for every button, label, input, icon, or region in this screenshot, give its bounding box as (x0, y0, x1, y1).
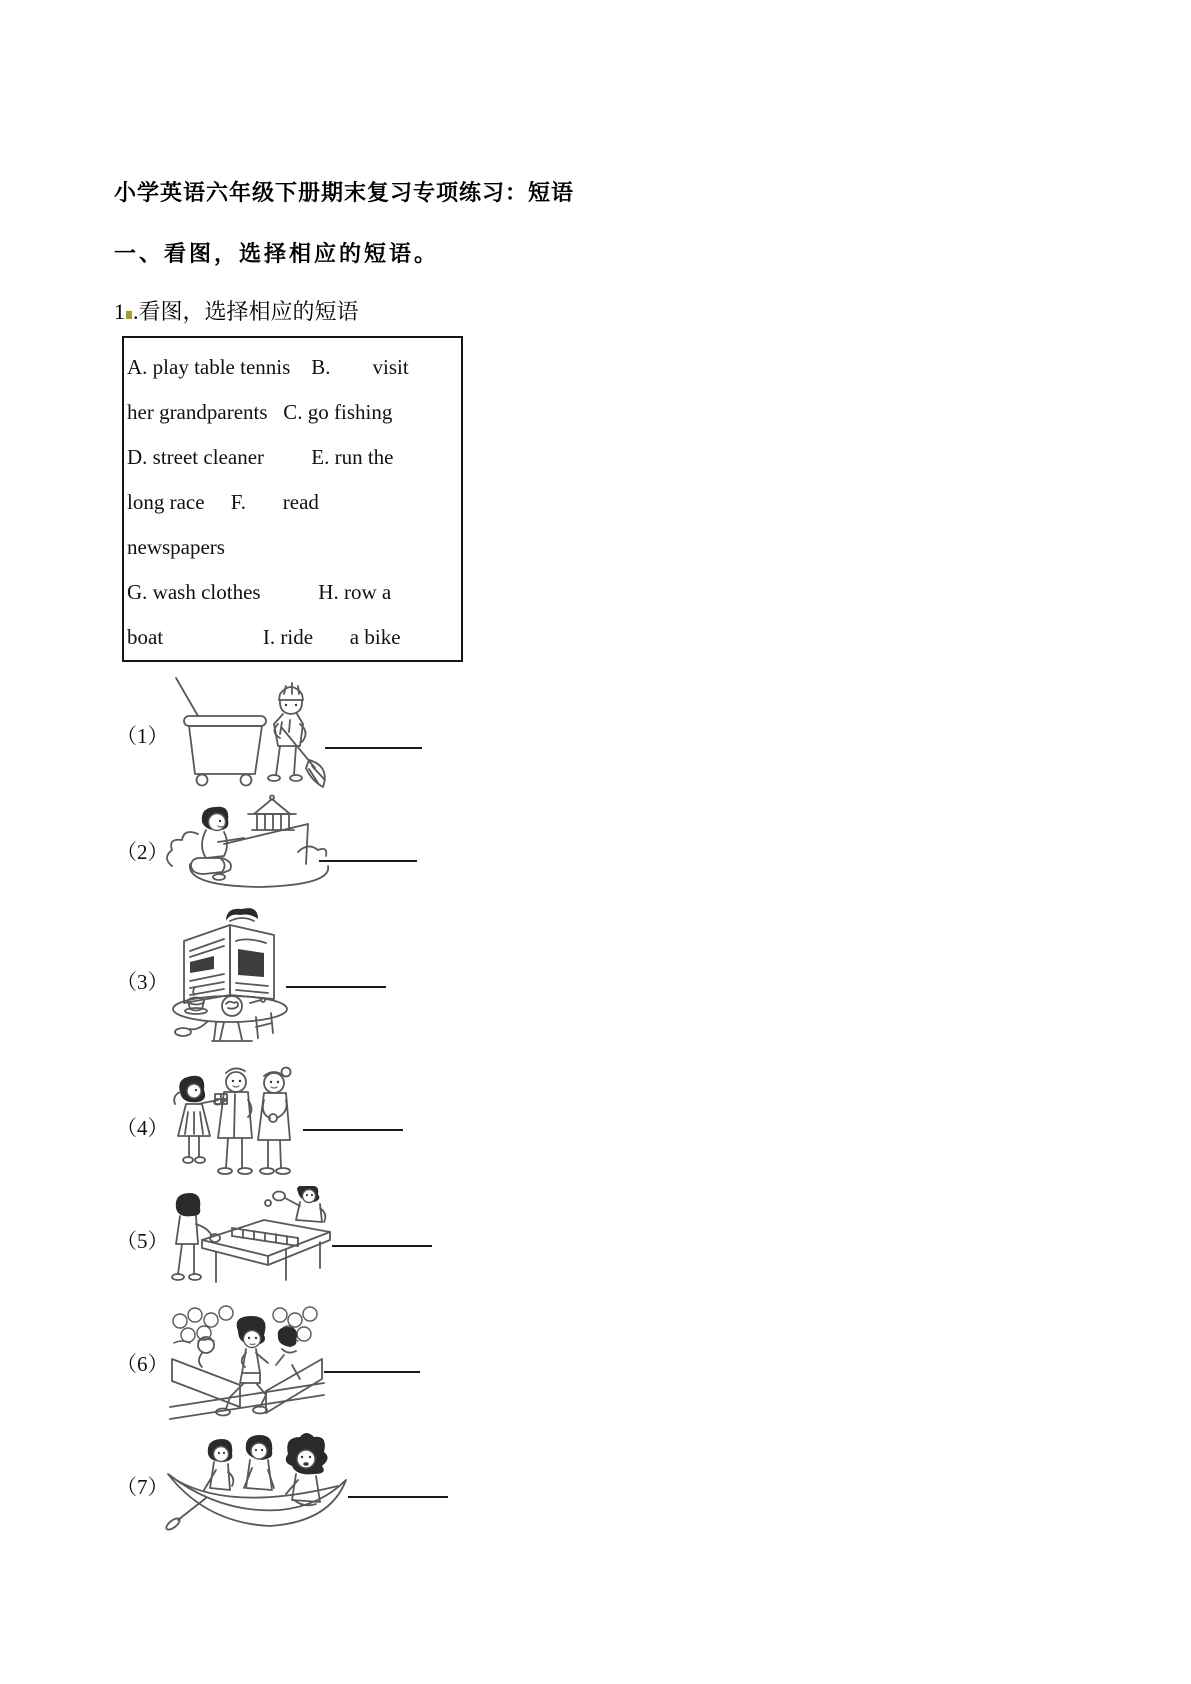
item-5-number: （5） (116, 1229, 169, 1253)
question-text: .看图，选择相应的短语 (133, 299, 359, 324)
grandparents-illustration (168, 1056, 310, 1180)
options-line-3: D. street cleaner E. run the (127, 445, 394, 469)
item-7-number: （7） (116, 1475, 169, 1499)
question-1-label (114, 295, 359, 326)
options-line-1: A. play table tennis B. visit (127, 355, 409, 379)
answer-blank-7 (348, 1496, 448, 1498)
fishing-drawing (160, 794, 338, 896)
options-box (122, 336, 463, 662)
item-3-number: （3） (116, 970, 169, 994)
page-title: 小学英语六年级下册期末复习专项练习：短语 (114, 180, 575, 205)
answer-blank-5 (332, 1245, 432, 1247)
item-2-number: （2） (116, 840, 169, 864)
highlight-square (126, 311, 132, 319)
table-tennis-illustration (168, 1186, 336, 1290)
newspaper-drawing (168, 905, 296, 1043)
street-cleaner-illustration (162, 672, 330, 792)
table-tennis-drawing (168, 1186, 336, 1290)
options-line-7: boat I. ride a bike (127, 625, 401, 649)
grandparents-drawing (168, 1056, 310, 1180)
street-cleaner-drawing (162, 672, 330, 792)
options-line-4: long race F. read (127, 490, 319, 514)
answer-blank-3 (286, 986, 386, 988)
options-line-2: her grandparents C. go fishing (127, 400, 393, 424)
newspaper-illustration (168, 905, 296, 1043)
fishing-illustration (160, 794, 338, 896)
race-drawing (168, 1303, 326, 1421)
answer-blank-2 (319, 860, 417, 862)
race-illustration (168, 1303, 326, 1421)
answer-blank-1 (325, 747, 422, 749)
options-line-5: newspapers (127, 535, 225, 559)
answer-blank-4 (303, 1129, 403, 1131)
question-number: 1 (114, 299, 125, 324)
options-line-6: G. wash clothes H. row a (127, 580, 392, 604)
item-4-number: （4） (116, 1116, 169, 1140)
section-heading: 一、看图，选择相应的短语。 (114, 241, 440, 266)
rowing-illustration (162, 1428, 352, 1538)
item-1-number: （1） (116, 724, 169, 748)
answer-blank-6 (324, 1371, 420, 1373)
rowing-drawing (162, 1428, 352, 1538)
item-6-number: （6） (116, 1352, 169, 1376)
